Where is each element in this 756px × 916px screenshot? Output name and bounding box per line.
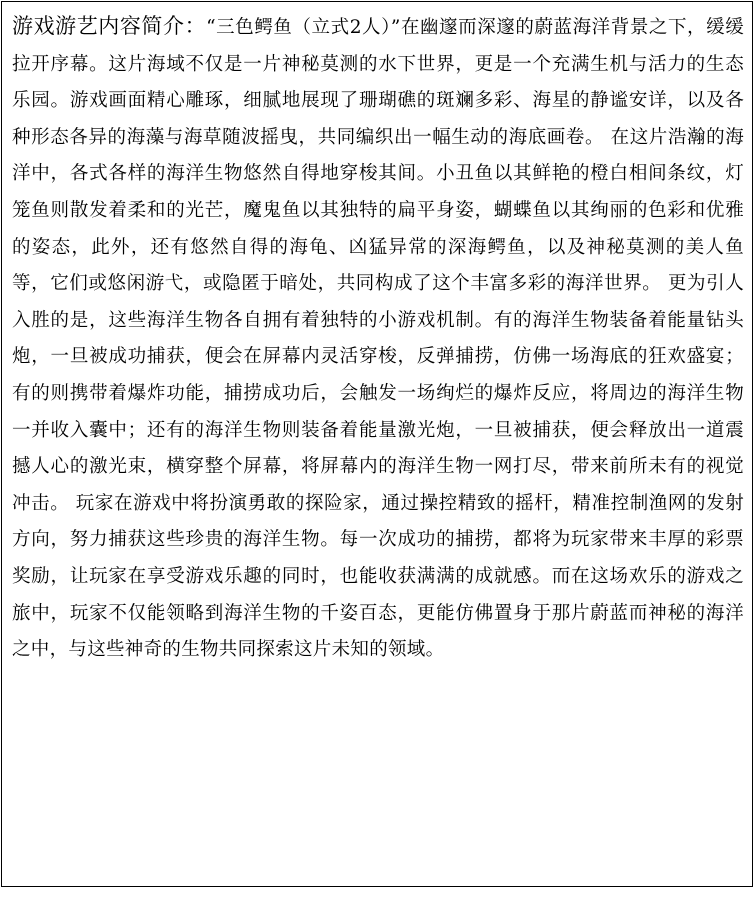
description-text (2, 2, 752, 669)
body-text: “三色鳄鱼（立式2人）”在幽邃而深邃的蔚蓝海洋背景之下，缓缓拉开序幕。这片海域不仅是一片神秘莫测的水下世界，更是一个充满生机与活力的生态乐园。游戏画面精心雕琢，细腻地展现了珊瑚礁的斑斓多彩、海星的静谧安详，以及各种形态各异的海藻与海草随波摇曳，共同编织出一幅生动的海底画卷。 在这片浩瀚的海洋中，各式各样的海洋生物悠然自得地穿梭其间。小丑鱼以其鲜艳的橙白相间条纹，灯笼鱼则散发着柔和的光芒，魔鬼鱼以其独特的扁平身姿，蝴蝶鱼以其绚丽的色彩和优雅的姿态，此外，还有悠然自得的海龟、凶猛异常的深海鳄鱼，以及神秘莫测的美人鱼等，它们或悠闲游弋，或隐匿于暗处，共同构成了这个丰富多彩的海洋世界。 更为引人入胜的是，这些海洋生物各自拥有着独特的小游戏机制。有的海洋生物装备着能量钻头炮，一旦被成功捕获，便会在屏幕内灵活穿梭，反弹捕捞，仿佛一场海底的狂欢盛宴；有的则携带着爆炸功能，捕捞成功后，会触发一场绚烂的爆炸反应，将周边的海洋生物一并收入囊中；还有的海洋生物则装备着能量激光炮，一旦被捕获，便会释放出一道震撼人心的激光束，横穿整个屏幕，将屏幕内的海洋生物一网打尽，带来前所未有的视觉冲击。 玩家在游戏中将扮演勇敢的探险家，通过操控精致的摇杆，精准控制渔网的发射方向，努力捕获这些珍贵的海洋生物。每一次成功的捕捞，都将为玩家带来丰厚的彩票奖励，让玩家在享受游戏乐趣的同时，也能收获满满的成就感。而在这场欢乐的游戏之旅中，玩家不仅能领略到海洋生物的千姿百态，更能仿佛置身于那片蔚蓝而神秘的海洋之中，与这些神奇的生物共同探索这片未知的领域。 (12, 17, 744, 661)
heading-label: 游戏游艺内容简介： (12, 14, 207, 38)
description-box (1, 1, 753, 887)
